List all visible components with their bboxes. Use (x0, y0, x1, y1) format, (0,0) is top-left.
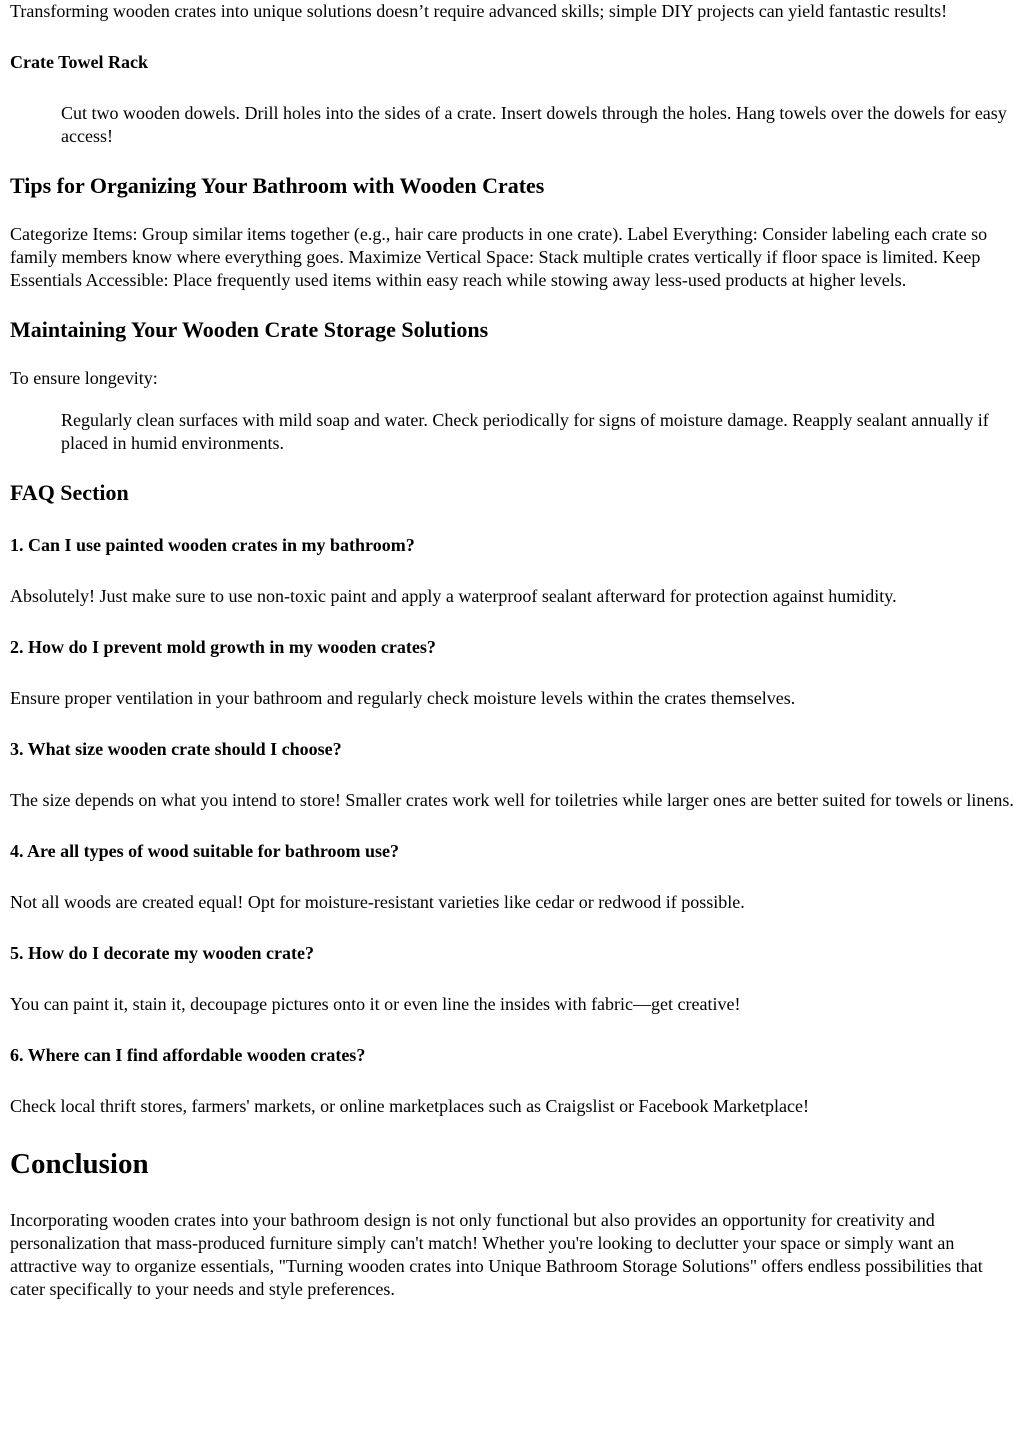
tips-heading: Tips for Organizing Your Bathroom with Wooden Crates (10, 173, 545, 198)
towel-rack-heading: Crate Towel Rack (10, 52, 148, 72)
faq-question: 6. Where can I find affordable wooden crates? (10, 1045, 366, 1065)
faq-question: 2. How do I prevent mold growth in my wooden crates? (10, 637, 436, 657)
faq-answer: Not all woods are created equal! Opt for moisture-resistant varieties like cedar or redwood if possible. (10, 892, 745, 912)
faq-question: 5. How do I decorate my wooden crate? (10, 943, 314, 963)
faq-question: 1. Can I use painted wooden crates in my bathroom? (10, 535, 415, 555)
maintaining-heading: Maintaining Your Wooden Crate Storage Solutions (10, 317, 489, 342)
faq-answer: You can paint it, stain it, decoupage pictures onto it or even line the insides with fabric—get creative! (10, 994, 741, 1014)
conclusion-heading: Conclusion (10, 1148, 149, 1180)
faq-heading: FAQ Section (10, 480, 129, 505)
faq-question: 4. Are all types of wood suitable for bathroom use? (10, 841, 400, 861)
intro-paragraph: Transforming wooden crates into unique solutions doesn’t require advanced skills; simple DIY projects can yield fantastic results! (10, 1, 948, 21)
tips-paragraph: Categorize Items: Group similar items together (e.g., hair care products in one crate). Label Everything: Consider labeling each crate so family members know where everything goes. Maximize Vertical Space: Stack multiple crates vertically if floor space is limited. Keep Essentials Accessible: Place frequently used items within easy reach while stowing away less-used products at higher levels. (10, 224, 988, 290)
faq-question: 3. What size wooden crate should I choose? (10, 739, 342, 759)
maintaining-steps: Regularly clean surfaces with mild soap and water. Check periodically for signs of moisture damage. Reapply sealant annually if placed in humid environments. (61, 410, 989, 453)
maintaining-lead: To ensure longevity: (10, 368, 158, 388)
faq-list (10, 534, 1014, 1118)
towel-rack-steps: Cut two wooden dowels. Drill holes into the sides of a crate. Insert dowels through the holes. Hang towels over the dowels for easy access! (61, 103, 1007, 146)
faq-answer: Check local thrift stores, farmers' markets, or online marketplaces such as Craigslist or Facebook Marketplace! (10, 1096, 809, 1116)
faq-answer: The size depends on what you intend to store! Smaller crates work well for toiletries while larger ones are better suited for towels or linens. (10, 790, 1014, 810)
faq-answer: Absolutely! Just make sure to use non-toxic paint and apply a waterproof sealant afterward for protection against humidity. (10, 586, 897, 606)
faq-answer: Ensure proper ventilation in your bathroom and regularly check moisture levels within the crates themselves. (10, 688, 796, 708)
conclusion-paragraph: Incorporating wooden crates into your bathroom design is not only functional but also provides an opportunity for creativity and personalization that mass-produced furniture simply can't match! Whether you're looking to declutter your space or simply want an attractive way to organize essentials, "Turning wooden crates into Unique Bathroom Storage Solutions" offers endless possibilities that cater specifically to your needs and style preferences. (10, 1210, 983, 1299)
